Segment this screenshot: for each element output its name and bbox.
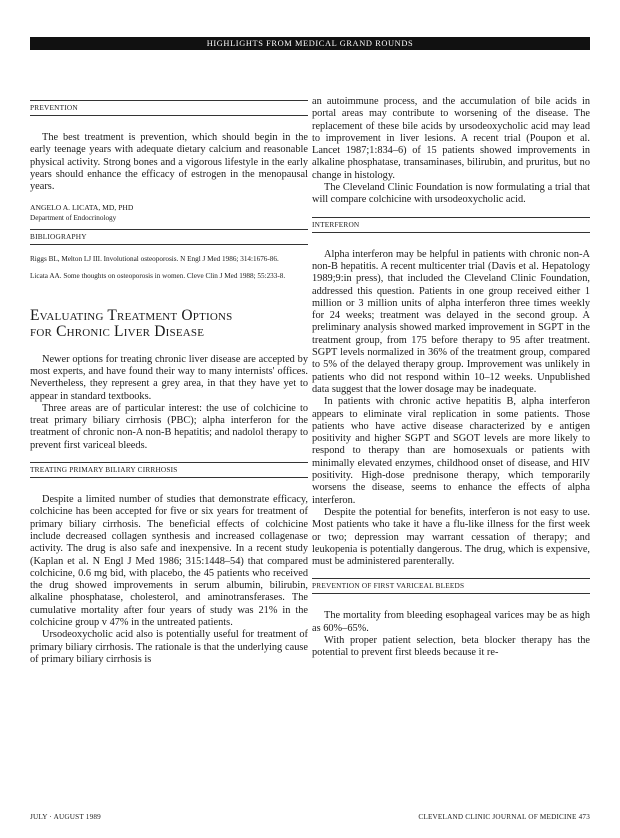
reference-2: Licata AA. Some thoughts on osteoporosis in women. Cleve Clin J Med 1988; 55:233-8. (30, 272, 286, 281)
author-name: ANGELO A. LICATA, MD, PHD (30, 203, 134, 213)
continued-paragraph: an autoimmune process, and the accumulation of bile acids in portal areas may contribute to worsening of the disease. The replacement of these bile acids by ursodeoxycholic acid may lead to improvement in liver lesions. A recent trial (Poupon et al. Lancet 1987;1:834–6) of 15 patients showed improvements in alkaline phosphatase, transaminases, bilirubin, and pruritus, but no change in histology. (312, 96, 590, 181)
left-column (30, 100, 308, 666)
right-column (312, 96, 590, 660)
variceal-paragraph-1: The mortality from bleeding esophageal varices may be as high as 60%–65%. (312, 610, 590, 634)
pbc-paragraph-1: Despite a limited number of studies that demonstrate efficacy, colchicine has been accepted for five or six years for treatment of primary biliary cirrhosis. The beneficial effects of colchicine include decreased collagen synthesis and increased collagenase activity. The drug is also safe and inexpensive. In a recent study (Kaplan et al. N Engl J Med 1986; 315:1448–54) that compared colchicine, 0.6 mg bid, with placebo, the 45 patients who received the drug showed improvements in serum albumin, bilirubin, alkaline phosphatase, cholesterol, and aminotransferases. The cumulative mortality after four years of study was 21% in the colchicine group v 47% in the untreated patients. (30, 494, 308, 629)
footer-journal-page: CLEVELAND CLINIC JOURNAL OF MEDICINE 473 (418, 813, 590, 821)
pbc-paragraph-2: Ursodeoxycholic acid also is potentially useful for treatment of primary biliary cirrhosis. The rationale is that the underlying cause of primary biliary cirrhosis is (30, 629, 308, 665)
variceal-paragraph-2: With proper patient selection, beta blocker therapy has the potential to prevent first bleeds because it re- (312, 634, 590, 659)
article-title-line-2: for Chronic Liver Disease (30, 322, 205, 340)
interferon-paragraph-3: Despite the potential for benefits, interferon is not easy to use. Most patients who take it have a flu-like illness for the first week or two; depression may warrant cessation of therapy; and leukopenia is potentially dangerous. The drug, which is expensive, must be administered parenterally. (312, 506, 590, 568)
intro-paragraph-1: Newer options for treating chronic liver disease are accepted by most experts, and have found their way to many internists' offices. Nevertheless, they represent a grey area, in that they have yet to appear in standard textbooks. (30, 353, 308, 402)
section-label-pbc: TREATING PRIMARY BILIARY CIRRHOSIS (30, 463, 308, 478)
running-header: HIGHLIGHTS FROM MEDICAL GRAND ROUNDS (30, 37, 590, 50)
article-title-line-1: Evaluating Treatment Options (30, 306, 233, 324)
cleveland-trial-paragraph: The Cleveland Clinic Foundation is now formulating a trial that will compare colchicine with ursodeoxycholic acid. (312, 182, 590, 206)
article-title (30, 308, 308, 340)
reference-1: Riggs BL, Melton LJ III. Involutional osteoporosis. N Engl J Med 1986; 314:1676-86. (30, 255, 279, 264)
author-block (30, 203, 308, 223)
footer-date: JULY · AUGUST 1989 (30, 813, 101, 821)
author-department: Department of Endocrinology (30, 214, 117, 223)
section-label-prevention: PREVENTION (30, 101, 308, 116)
section-label-interferon: INTERFERON (312, 218, 590, 233)
interferon-paragraph-2: In patients with chronic active hepatitis B, alpha interferon appears to eliminate viral replication in some patients. Those patients who have active disease characterized by e antigen positivity and higher SGPT and SGOT levels are more likely to respond to therapy than are homosexuals or patients with minimally elevated enzymes, childhood onset of disease, and HIV positivity. High-dose prednisone therapy, which temporarily worsens the disease, seems to enhance the effects of alpha interferon. (312, 396, 590, 506)
interferon-paragraph-1: Alpha interferon may be helpful in patients with chronic non-A non-B hepatitis. A recent multicenter trial (Davis et al. Hepatology 1989;9:in press), that included the Cleveland Clinic Foundation, addressed this question. Patients in one group received either 1 million or 3 million units of alpha interferon three times weekly for 24 weeks; treatment was delayed in the second group. A preliminary analysis showed marked improvement in SGPT in the treatment group, from 175 before therapy to 95 after treatment. SGPT levels normalized in 36% of the treatment group, compared to 5% of the delayed therapy group. Improvement was unlikely in patients who did not respond within 10–12 weeks. Unpublished data suggest that the lower dosage may be inadequate. (312, 248, 590, 395)
section-label-variceal: PREVENTION OF FIRST VARICEAL BLEEDS (312, 579, 590, 594)
intro-paragraph-2: Three areas are of particular interest: the use of colchicine to treat primary biliary cirrhosis (PBC); alpha interferon for the treatment of chronic non-A non-B hepatitis; and nadolol therapy to prevent first variceal bleeds. (30, 402, 308, 451)
prevention-paragraph: The best treatment is prevention, which should begin in the early teenage years with adequate dietary calcium and reasonable physical activity. Strong bones and a vigorous lifestyle in the early years should enhance the efficacy of estrogen in the menopausal years. (30, 132, 308, 193)
bibliography (30, 255, 308, 281)
section-label-bibliography: BIBLIOGRAPHY (30, 230, 308, 245)
